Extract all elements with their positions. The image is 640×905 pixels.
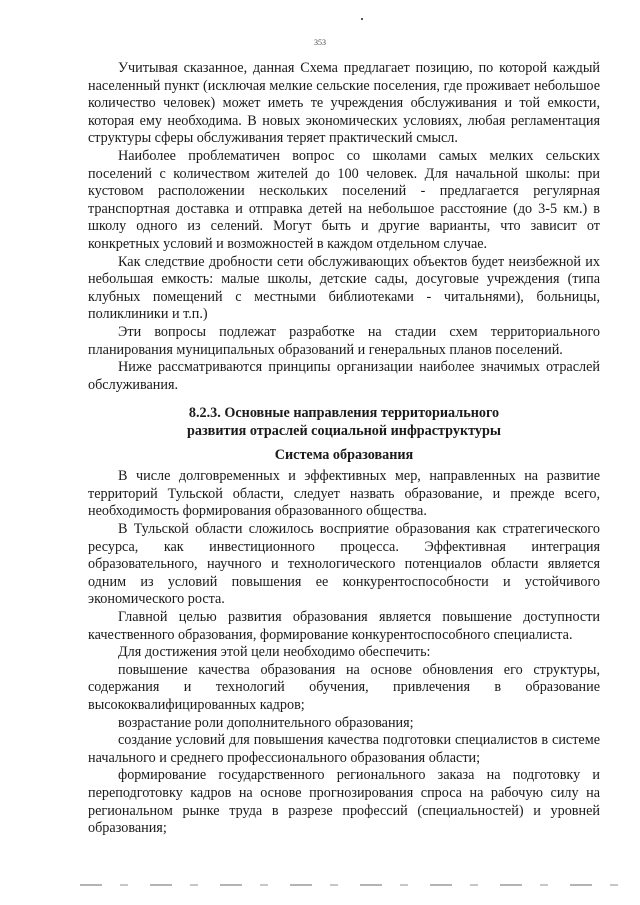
subsection-heading: Система образования	[274, 447, 414, 464]
scan-dot-top	[361, 18, 363, 20]
paragraph: Для достижения этой цели необходимо обеспечить:	[118, 644, 431, 661]
section-heading-line-2: развития отраслей социальной инфраструктуры	[186, 423, 501, 440]
paragraph: Ниже рассматриваются принципы организации наиболее значимых отраслей обслуживания.	[88, 359, 600, 393]
paragraph: В числе долговременных и эффективных мер, направленных на развитие территорий Тульской области, следует назвать образование, и прежде всего, необходимость формирования образованного общества.	[88, 468, 600, 520]
list-item: формирование государственного регионального заказа на подготовку и переподготовку кадров на основе прогнозирования спроса на рабочую силу на региональном рынке труда в разрезе профессий (специальностей) и уровней образования;	[88, 767, 600, 837]
paragraph: Эти вопросы подлежат разработке на стадии схем территориального планирования муниципальных образований и генеральных планов поселений.	[88, 323, 600, 358]
section-heading	[88, 404, 600, 440]
list-item: возрастание роли дополнительного образования;	[118, 714, 414, 731]
paragraph: Наиболее проблематичен вопрос со школами самых мелких сельских поселений с количеством жителей до 100 человек. Для начальной школы: при кустовом расположении нескольких поселений - предлагается регулярная транспортная доставка и отправка детей на небольшое расстояние (до 3-5 км.) в школу одного из селений. Могут быть и другие варианты, что зависит от конкретных условий и возможностей в каждом отдельном случае.	[88, 147, 600, 252]
paragraph: В Тульской области сложилось восприятие образования как стратегического ресурса, как инвестиционного процесса. Эффективная интеграция образовательного, научного и технологического потенциалов области является одним из условий повышения ее конкурентоспособности и устойчивого экономического роста.	[88, 521, 600, 608]
document-body	[88, 60, 600, 838]
paragraph: Как следствие дробности сети обслуживающих объектов будет неизбежной их небольшая емкость: малые школы, детские сады, досуговые учреждения (типа клубных помещений с местными библиотеками - читальнями), больницы, поликлиники и т.п.)	[88, 253, 600, 323]
paragraph: Главной целью развития образования является повышение доступности качественного образования, формирование конкурентоспособного специалиста.	[88, 609, 600, 643]
page-number: 353	[314, 38, 326, 47]
list-item: повышение качества образования на основе обновления его структуры, содержания и технологий обучения, привлечения в образование высококвалифицированных кадров;	[88, 661, 600, 713]
paragraph: Учитывая сказанное, данная Схема предлагает позицию, по которой каждый населенный пункт (исключая мелкие сельские поселения, где проживает небольшое количество человек) может иметь те учреждения обслуживания и той емкости, которая ему необходима. В новых экономических условиях, любая регламентация структуры сферы обслуживания теряет практический смысл.	[88, 60, 600, 147]
scan-edge-artifact	[80, 884, 620, 886]
list-item: создание условий для повышения качества подготовки специалистов в системе начального и среднего профессионального образования области;	[88, 732, 600, 766]
section-heading-line-1: 8.2.3. Основные направления территориального	[188, 405, 500, 422]
